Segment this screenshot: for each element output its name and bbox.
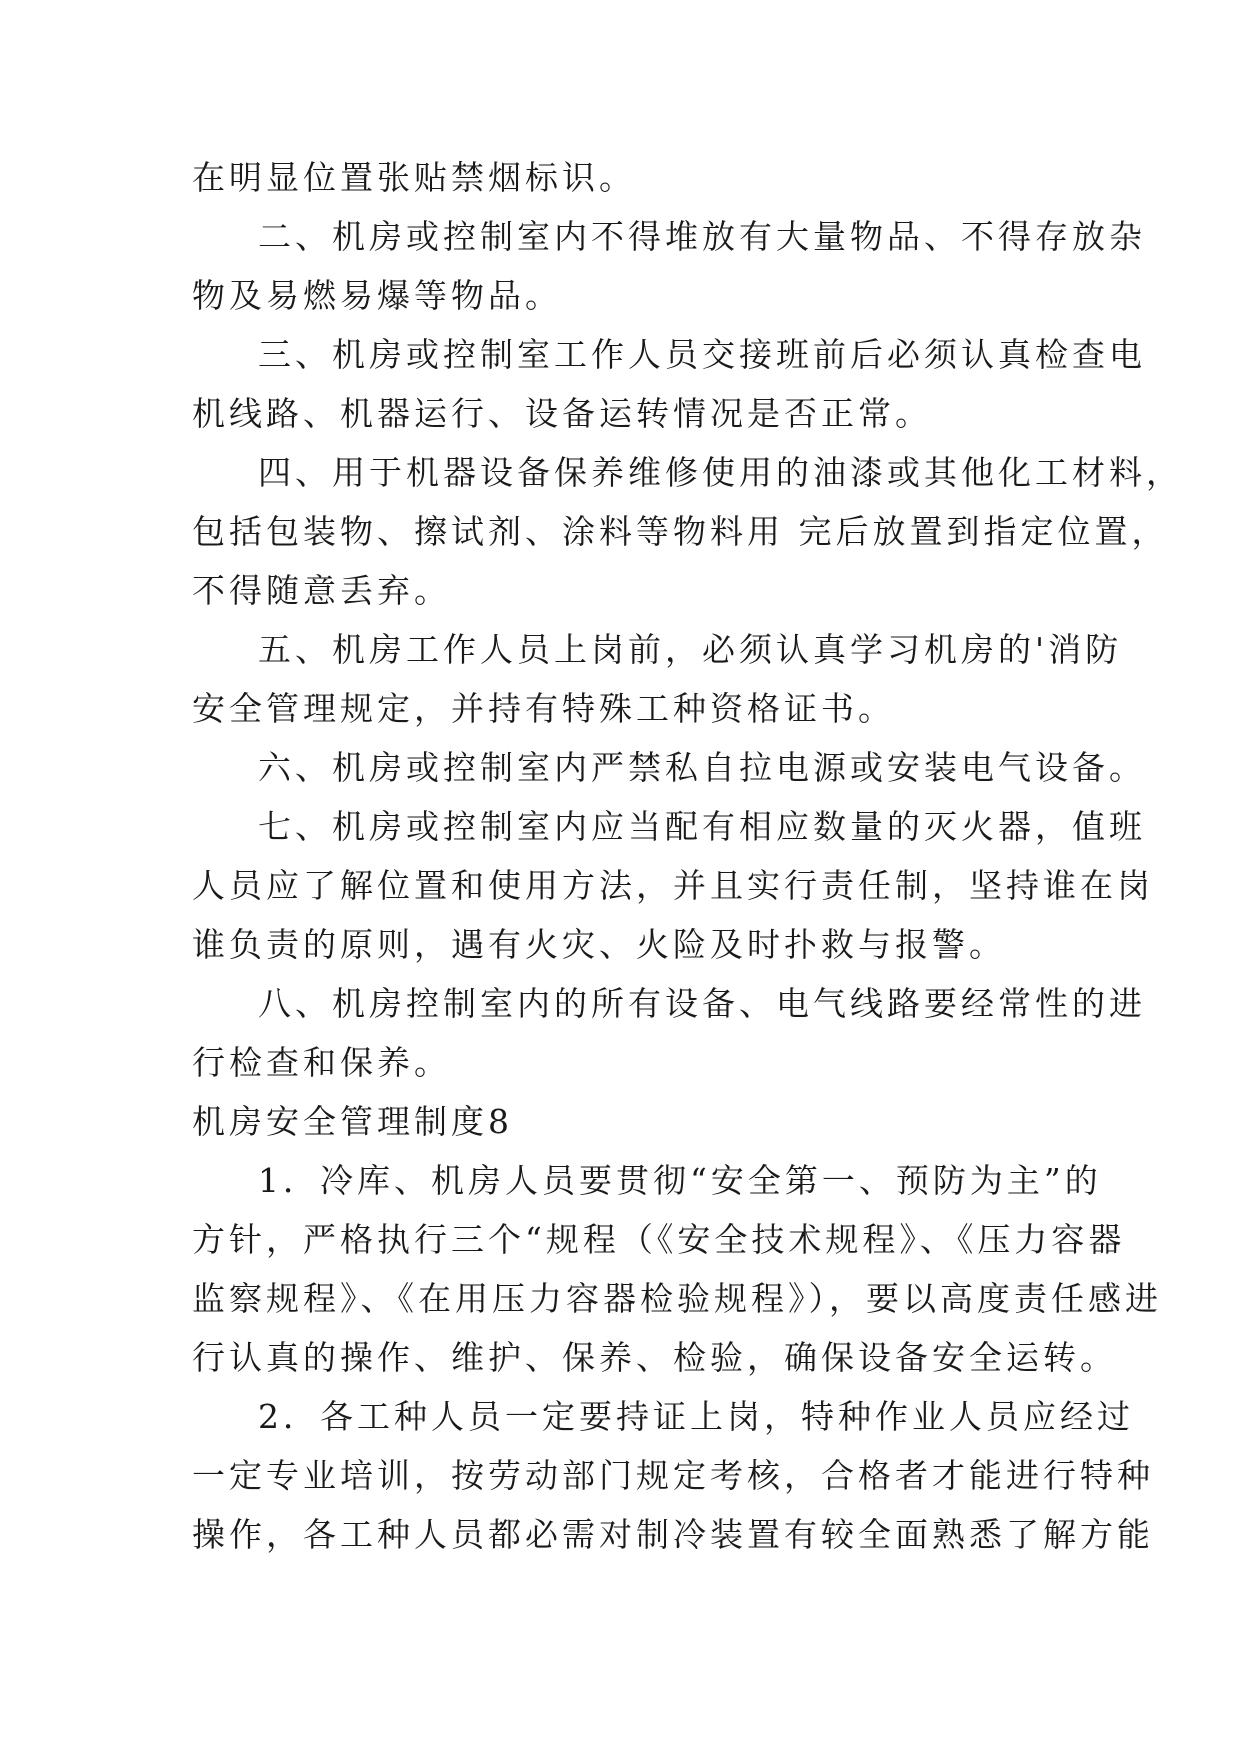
paragraph-7-start: 七、机房或控制室内应当配有相应数量的灭火器，值班 — [258, 807, 1146, 846]
text-line: 不得随意丢弃。 — [192, 571, 451, 610]
text-line: 安全管理规定，并持有特殊工种资格证书。 — [192, 689, 895, 728]
item-1-start: 1．冷库、机房人员要贯彻“安全第一、预防为主”的 — [258, 1161, 1102, 1200]
paragraph-8-start: 八、机房控制室内的所有设备、电气线路要经常性的进 — [258, 984, 1146, 1023]
text-line: 监察规程》、《在用压力容器检验规程》），要以高度责任感进 — [192, 1279, 1162, 1318]
text-line: 操作，各工种人员都必需对制冷装置有较全面熟悉了解方能 — [192, 1515, 1154, 1554]
paragraph-6-start: 六、机房或控制室内严禁私自拉电源或安装电气设备。 — [258, 748, 1146, 787]
document-page — [192, 148, 1183, 1564]
text-line: 包括包装物、擦试剂、涂料等物料用 完后放置到指定位置， — [192, 512, 1169, 551]
paragraph-2-start: 二、机房或控制室内不得堆放有大量物品、不得存放杂 — [258, 217, 1146, 256]
text-line: 行检查和保养。 — [192, 1043, 451, 1082]
paragraph-4-start: 四、用于机器设备保养维修使用的油漆或其他化工材料， — [258, 453, 1183, 492]
text-line: 行认真的操作、维护、保养、检验，确保设备安全运转。 — [192, 1338, 1117, 1377]
text-line: 物及易燃易爆等物品。 — [192, 276, 562, 315]
text-line: 机线路、机器运行、设备运转情况是否正常。 — [192, 394, 932, 433]
text-line: 谁负责的原则，遇有火灾、火险及时扑救与报警。 — [192, 925, 1006, 964]
paragraph-5-start: 五、机房工作人员上岗前，必须认真学习机房的'消防 — [258, 630, 1123, 669]
paragraph-3-start: 三、机房或控制室工作人员交接班前后必须认真检查电 — [258, 335, 1146, 374]
text-line: 一定专业培训，按劳动部门规定考核，合格者才能进行特种 — [192, 1456, 1154, 1495]
text-line: 方针，严格执行三个“规程（《安全技术规程》、《压力容器 — [192, 1220, 1126, 1259]
text-line: 人员应了解位置和使用方法，并且实行责任制，坚持谁在岗 — [192, 866, 1154, 905]
text-line: 在明显位置张贴禁烟标识。 — [192, 158, 636, 197]
item-2-start: 2．各工种人员一定要持证上岗，特种作业人员应经过 — [258, 1397, 1134, 1436]
section-heading: 机房安全管理制度8 — [192, 1102, 513, 1141]
